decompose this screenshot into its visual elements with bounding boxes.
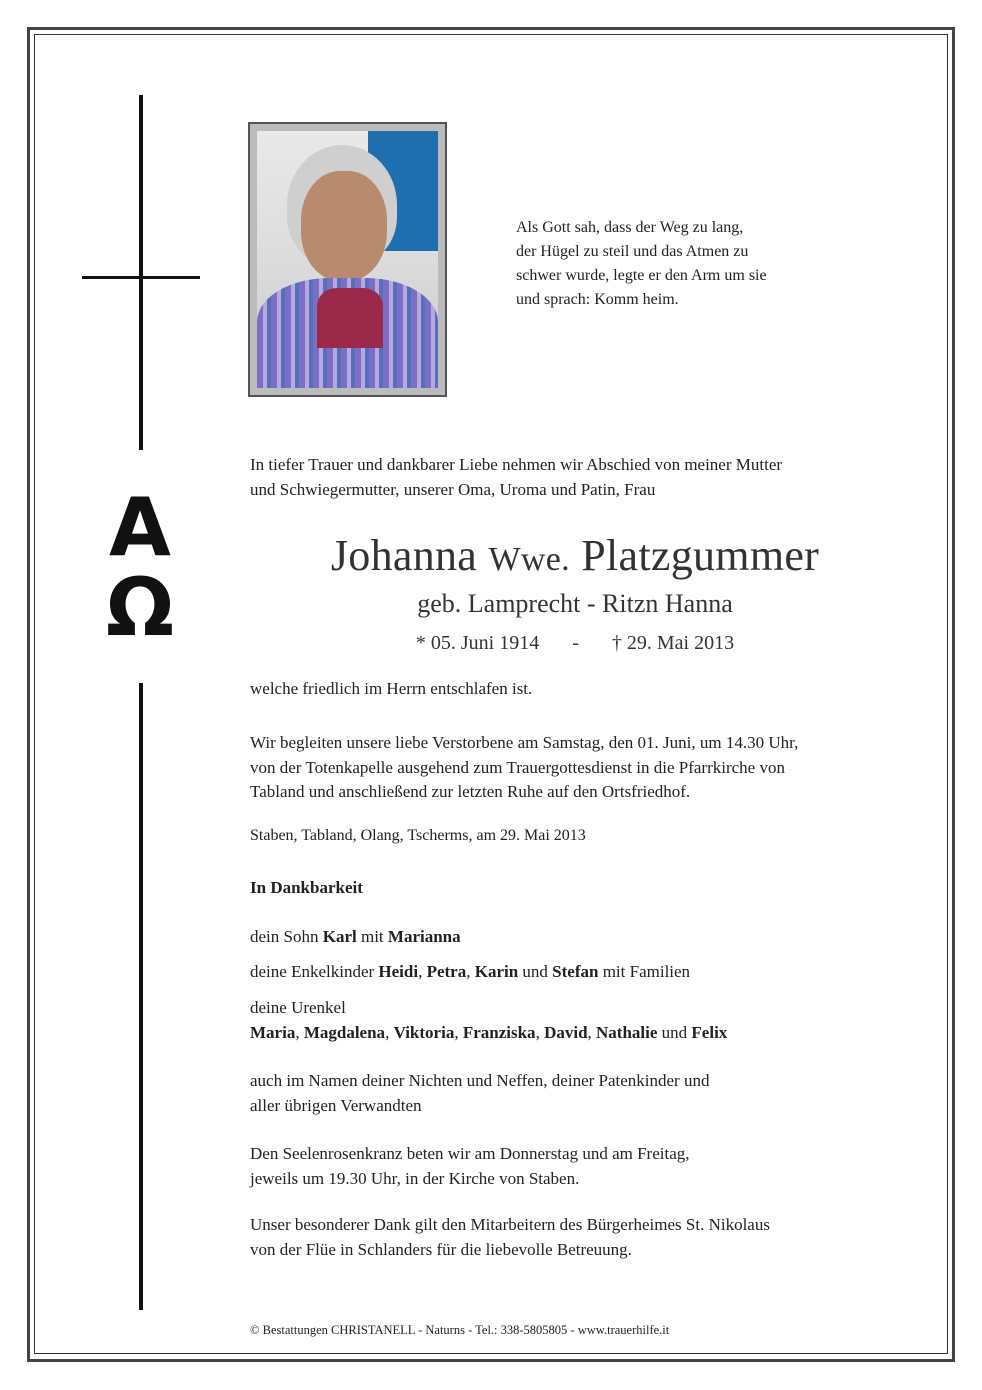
spouse-name: Marianna [387, 927, 461, 946]
grandchild-name: Petra [426, 962, 467, 981]
omega-symbol: Ω [105, 561, 174, 654]
memorial-quote [516, 216, 767, 312]
quote-line: schwer wurde, legte er den Arm um sie [516, 267, 767, 284]
label: und [661, 1022, 688, 1042]
relatives-line: auch im Namen deiner Nichten und Neffen, deiner Patenkinder und [250, 1071, 710, 1090]
alpha-symbol: A [109, 481, 171, 574]
relatives-line: aller übrigen Verwandten [250, 1095, 422, 1115]
death-date: † 29. Mai 2013 [611, 632, 735, 654]
peaceful-text: welche friedlich im Herrn entschlafen ist. [250, 679, 533, 698]
deceased-name [250, 530, 900, 586]
grandchild-name: Stefan [552, 962, 599, 981]
funeral-text [250, 731, 798, 805]
last-name: Platzgummer [581, 531, 820, 580]
label: und [522, 962, 548, 981]
great-grandchild-name: Nathalie [596, 1022, 658, 1042]
quote-line: Als Gott sah, dass der Weg zu lang, [516, 219, 744, 236]
cross-vertical-bar [139, 95, 143, 450]
thanks-line: von der Flüe in Schlanders für die liebevolle Betreuung. [250, 1239, 632, 1259]
cross-horizontal-bar [82, 276, 200, 279]
footer-credit: © Bestattungen CHRISTANELL - Naturns - Tel.: 338-5805805 - www.trauerhilfe.it [250, 1323, 670, 1337]
great-grandchild-name: Viktoria [393, 1022, 455, 1042]
great-grandchildren-block [250, 996, 727, 1045]
life-dates [250, 630, 900, 656]
first-name: Johanna [330, 531, 478, 580]
intro-text [250, 453, 782, 502]
rosary-line: Den Seelenrosenkranz beten wir am Donnerstag und am Freitag, [250, 1144, 690, 1163]
funeral-line: Tabland und anschließend zur letzten Ruhe auf den Ortsfriedhof. [250, 782, 691, 801]
label: mit Familien [602, 962, 691, 981]
intro-line: und Schwiegermutter, unserer Oma, Uroma und Patin, Frau [250, 479, 656, 499]
funeral-line: von der Totenkapelle ausgehend zum Trauergottesdienst in die Pfarrkirche von [250, 757, 785, 777]
rosary-text [250, 1142, 690, 1191]
great-grandchild-name: Maria [250, 1022, 296, 1042]
birth-date: * 05. Juni 1914 [415, 632, 540, 654]
place-date: Staben, Tabland, Olang, Tscherms, am 29. Mai 2013 [250, 827, 586, 844]
great-grandchildren-names: Maria, Magdalena, Viktoria, Franziska, David, Nathalie und Felix [250, 1022, 728, 1042]
gratitude-heading: In Dankbarkeit [250, 878, 363, 897]
great-grandchild-name: Franziska [462, 1022, 536, 1042]
great-grandchild-name: Magdalena [303, 1022, 386, 1042]
funeral-line: Wir begleiten unsere liebe Verstorbene am Samstag, den 01. Juni, um 14.30 Uhr, [250, 733, 799, 752]
son-line [250, 925, 461, 950]
quote-line: und sprach: Komm heim. [516, 291, 679, 308]
intro-line: In tiefer Trauer und dankbarer Liebe nehmen wir Abschied von meiner Mutter [250, 455, 783, 474]
thanks-line: Unser besonderer Dank gilt den Mitarbeitern des Bürgerheimes St. Nikolaus [250, 1215, 770, 1234]
portrait-photo [248, 122, 447, 397]
grandchild-name: Heidi [378, 962, 419, 981]
thanks-text [250, 1213, 770, 1262]
decorative-vertical-line [139, 683, 143, 1310]
date-separator: - [572, 632, 579, 654]
label: dein Sohn [250, 927, 319, 946]
great-grandchild-name: Felix [691, 1022, 728, 1042]
quote-line: der Hügel zu steil und das Atmen zu [516, 243, 749, 260]
widow-title: Wwe. [488, 541, 570, 578]
label: mit [360, 927, 384, 946]
great-grandchild-name: David [544, 1022, 588, 1042]
son-name: Karl [322, 927, 357, 946]
label: deine Enkelkinder [250, 962, 375, 981]
grandchild-name: Karin [474, 962, 519, 981]
rosary-line: jeweils um 19.30 Uhr, in der Kirche von Staben. [250, 1168, 580, 1188]
maiden-name: geb. Lamprecht - Ritzn Hanna [417, 589, 733, 618]
label: deine Urenkel [250, 998, 346, 1017]
relatives-text [250, 1069, 709, 1118]
grandchildren-line: deine Enkelkinder Heidi, Petra, Karin und Stefan mit Familien [250, 962, 691, 981]
